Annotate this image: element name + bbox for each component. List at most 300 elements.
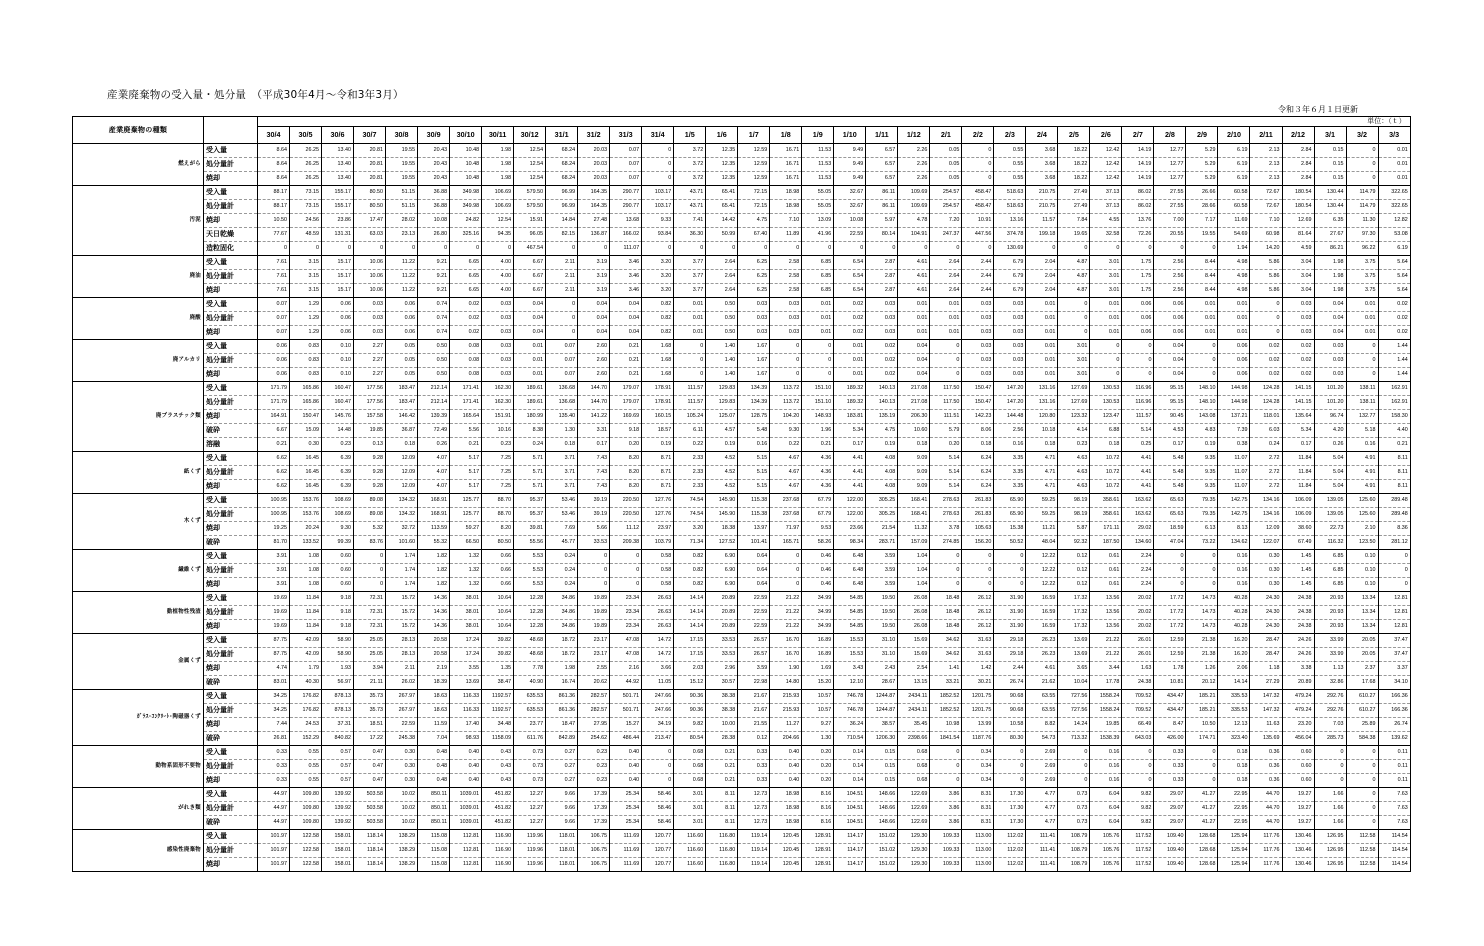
table-cell: 0.18 xyxy=(1090,438,1122,452)
table-cell: 8.20 xyxy=(610,452,642,466)
table-cell: 3.31 xyxy=(578,424,610,438)
table-cell: 116.32 xyxy=(1314,536,1346,550)
table-cell: 117.52 xyxy=(1122,830,1154,844)
table-cell: 2.11 xyxy=(386,662,418,676)
table-cell: 9.21 xyxy=(418,270,450,284)
table-cell: 108.69 xyxy=(322,494,354,508)
category-name: がれき類 xyxy=(73,788,204,830)
table-cell: 3.37 xyxy=(1378,662,1410,676)
table-cell: 0.01 xyxy=(1090,312,1122,326)
table-row xyxy=(73,424,1411,438)
table-cell: 5.15 xyxy=(738,466,770,480)
table-cell: 0.03 xyxy=(770,298,802,312)
table-cell: 254.57 xyxy=(930,200,962,214)
table-cell: 0.23 xyxy=(1058,438,1090,452)
table-cell: 23.86 xyxy=(322,214,354,228)
table-cell: 65.41 xyxy=(706,200,738,214)
table-row xyxy=(73,438,1411,452)
table-cell: 2.55 xyxy=(578,662,610,676)
table-cell: 0.03 xyxy=(866,312,898,326)
table-cell: 0.30 xyxy=(1250,578,1282,592)
table-cell: 0.20 xyxy=(802,760,834,774)
table-cell: 28.66 xyxy=(1186,200,1218,214)
table-cell: 26.25 xyxy=(290,144,322,158)
table-cell: 204.66 xyxy=(770,732,802,746)
table-cell: 6.79 xyxy=(994,270,1026,284)
table-cell: 142.75 xyxy=(1218,508,1250,522)
table-cell: 134.60 xyxy=(1122,536,1154,550)
table-cell: 20.03 xyxy=(578,158,610,172)
table-cell: 0.01 xyxy=(1090,326,1122,340)
table-cell: 101.41 xyxy=(738,536,770,550)
table-cell: 68.24 xyxy=(546,158,578,172)
table-cell: 7.10 xyxy=(1250,214,1282,228)
table-cell: 30.21 xyxy=(962,676,994,690)
table-cell: 122.58 xyxy=(290,858,322,872)
table-cell: 18.72 xyxy=(546,648,578,662)
table-cell: 12.82 xyxy=(1378,214,1410,228)
table-cell: 374.78 xyxy=(994,228,1026,242)
table-cell: 1.82 xyxy=(418,550,450,564)
table-cell: 12.59 xyxy=(738,172,770,186)
table-cell: 2.64 xyxy=(706,284,738,298)
table-cell: 5.34 xyxy=(1282,424,1314,438)
table-cell: 151.02 xyxy=(866,844,898,858)
month-header: 2/1 xyxy=(930,127,962,144)
table-cell: 1.35 xyxy=(482,662,514,676)
table-cell: 3.04 xyxy=(1282,256,1314,270)
table-cell: 150.47 xyxy=(290,410,322,424)
table-cell: 4.71 xyxy=(1026,452,1058,466)
table-cell: 24.53 xyxy=(290,718,322,732)
table-cell: 6.54 xyxy=(834,284,866,298)
page-title: 産業廃棄物の受入量・処分量 （平成30年4月～令和3年3月） xyxy=(107,89,404,101)
row-label: 受入量 xyxy=(204,550,258,564)
table-cell: 145.76 xyxy=(322,410,354,424)
table-cell: 66.49 xyxy=(1122,718,1154,732)
table-cell: 2.64 xyxy=(930,270,962,284)
table-cell: 24.26 xyxy=(1282,648,1314,662)
table-cell: 2.43 xyxy=(866,662,898,676)
table-cell: 1.94 xyxy=(1218,242,1250,256)
table-cell: 151.10 xyxy=(802,396,834,410)
table-cell: 10.48 xyxy=(450,144,482,158)
table-cell: 1.40 xyxy=(706,354,738,368)
table-cell: 1.75 xyxy=(1122,270,1154,284)
table-cell: 584.38 xyxy=(1346,732,1378,746)
table-cell: 41.27 xyxy=(1186,816,1218,830)
table-cell: 72.67 xyxy=(1250,186,1282,200)
table-cell: 3.01 xyxy=(1058,340,1090,354)
table-cell: 0 xyxy=(1058,746,1090,760)
row-label: 受入量 xyxy=(204,592,258,606)
table-cell: 13.68 xyxy=(610,214,642,228)
table-cell: 0 xyxy=(962,158,994,172)
table-cell: 0 xyxy=(738,242,770,256)
table-cell: 212.14 xyxy=(418,396,450,410)
table-cell: 13.69 xyxy=(1058,648,1090,662)
table-cell: 0.57 xyxy=(322,760,354,774)
table-cell: 17.15 xyxy=(674,634,706,648)
row-label: 焼却 xyxy=(204,578,258,592)
table-cell: 21.22 xyxy=(770,620,802,634)
table-cell: 38.01 xyxy=(450,592,482,606)
table-cell: 4.77 xyxy=(1026,788,1058,802)
table-cell: 16.70 xyxy=(770,648,802,662)
table-cell: 28.13 xyxy=(386,648,418,662)
table-row xyxy=(73,634,1411,648)
table-row xyxy=(73,144,1411,158)
table-cell: 18.48 xyxy=(930,606,962,620)
table-cell: 86.21 xyxy=(1314,242,1346,256)
table-cell: 138.29 xyxy=(386,844,418,858)
table-cell: 2.84 xyxy=(1282,158,1314,172)
table-cell: 0.02 xyxy=(1282,340,1314,354)
table-cell: 1201.75 xyxy=(962,704,994,718)
month-header: 1/7 xyxy=(738,127,770,144)
table-cell: 2.04 xyxy=(1026,256,1058,270)
table-cell: 0.40 xyxy=(450,760,482,774)
table-cell: 3.46 xyxy=(610,270,642,284)
table-cell: 12.81 xyxy=(1378,606,1410,620)
table-cell: 0 xyxy=(1186,242,1218,256)
table-cell: 72.31 xyxy=(354,606,386,620)
table-cell: 86.11 xyxy=(866,200,898,214)
month-header: 31/3 xyxy=(610,127,642,144)
table-cell: 58.90 xyxy=(322,648,354,662)
table-cell: 125.94 xyxy=(1218,858,1250,872)
table-cell: 109.33 xyxy=(930,858,962,872)
table-cell: 0.06 xyxy=(1154,326,1186,340)
table-cell: 518.63 xyxy=(994,186,1026,200)
table-cell: 861.36 xyxy=(546,704,578,718)
table-cell: 129.83 xyxy=(706,396,738,410)
table-cell: 3.72 xyxy=(674,158,706,172)
table-cell: 133.52 xyxy=(290,536,322,550)
table-cell: 8.11 xyxy=(1378,466,1410,480)
table-cell: 0.40 xyxy=(450,746,482,760)
table-cell: 0.64 xyxy=(738,578,770,592)
table-cell: 134.16 xyxy=(1250,494,1282,508)
table-cell: 0.14 xyxy=(834,774,866,788)
table-cell: 1.42 xyxy=(962,662,994,676)
table-cell: 4.63 xyxy=(1058,452,1090,466)
table-cell: 140.13 xyxy=(866,382,898,396)
table-cell: 14.14 xyxy=(1218,676,1250,690)
table-cell: 122.69 xyxy=(898,802,930,816)
table-cell: 116.60 xyxy=(674,830,706,844)
table-cell: 0.03 xyxy=(962,298,994,312)
table-cell: 123.50 xyxy=(1346,536,1378,550)
table-cell: 118.01 xyxy=(546,830,578,844)
row-label: 処分量計 xyxy=(204,270,258,284)
table-row xyxy=(73,298,1411,312)
table-cell: 0.16 xyxy=(1218,578,1250,592)
table-cell: 274.85 xyxy=(930,536,962,550)
row-label: 受入量 xyxy=(204,256,258,270)
table-cell: 0.06 xyxy=(386,326,418,340)
table-cell: 0.08 xyxy=(450,340,482,354)
table-cell: 0.04 xyxy=(1314,298,1346,312)
table-cell: 36.88 xyxy=(418,200,450,214)
table-cell: 148.10 xyxy=(1186,396,1218,410)
table-cell: 0.33 xyxy=(258,760,290,774)
table-cell: 90.36 xyxy=(674,704,706,718)
table-cell: 0 xyxy=(578,564,610,578)
table-cell: 26.25 xyxy=(290,158,322,172)
table-cell: 11.84 xyxy=(1282,480,1314,494)
table-cell: 7.20 xyxy=(930,214,962,228)
table-cell: 1.68 xyxy=(642,354,674,368)
table-cell: 17.68 xyxy=(1346,676,1378,690)
table-cell: 4.67 xyxy=(770,480,802,494)
table-cell: 0.03 xyxy=(1314,354,1346,368)
table-cell: 0.83 xyxy=(290,368,322,382)
table-cell: 128.91 xyxy=(802,858,834,872)
table-cell: 0.36 xyxy=(1250,774,1282,788)
table-cell: 0 xyxy=(834,242,866,256)
table-cell: 2.37 xyxy=(1346,662,1378,676)
table-cell: 0.06 xyxy=(258,354,290,368)
table-cell: 116.80 xyxy=(706,844,738,858)
table-cell: 15.17 xyxy=(322,256,354,270)
table-cell: 31.63 xyxy=(962,634,994,648)
table-cell: 14.42 xyxy=(706,214,738,228)
table-cell: 0.18 xyxy=(898,438,930,452)
table-cell: 18.72 xyxy=(546,634,578,648)
table-cell: 0.10 xyxy=(1346,578,1378,592)
table-cell: 1192.57 xyxy=(482,690,514,704)
table-cell: 27.49 xyxy=(1058,186,1090,200)
table-cell: 31.90 xyxy=(994,592,1026,606)
table-cell: 3.71 xyxy=(546,466,578,480)
table-cell: 0 xyxy=(1346,788,1378,802)
table-cell: 16.89 xyxy=(802,634,834,648)
table-cell: 125.94 xyxy=(1218,830,1250,844)
table-row xyxy=(73,718,1411,732)
table-cell: 153.76 xyxy=(290,494,322,508)
table-cell: 1244.87 xyxy=(866,704,898,718)
table-cell: 47.04 xyxy=(1154,536,1186,550)
table-cell: 12.35 xyxy=(706,144,738,158)
table-cell: 2.69 xyxy=(1026,746,1058,760)
table-cell: 6.25 xyxy=(738,256,770,270)
table-cell: 10.02 xyxy=(386,816,418,830)
table-cell: 0.25 xyxy=(1122,438,1154,452)
table-cell: 65.63 xyxy=(1154,494,1186,508)
table-cell: 177.56 xyxy=(354,382,386,396)
table-cell: 13.34 xyxy=(1346,620,1378,634)
table-cell: 83.76 xyxy=(354,536,386,550)
table-cell: 111.41 xyxy=(1026,830,1058,844)
table-cell: 151.02 xyxy=(866,858,898,872)
table-cell: 6.24 xyxy=(962,480,994,494)
table-cell: 104.51 xyxy=(834,802,866,816)
table-cell: 43.71 xyxy=(674,200,706,214)
table-cell: 878.13 xyxy=(322,690,354,704)
table-cell: 3.01 xyxy=(1090,284,1122,298)
table-cell: 164.91 xyxy=(258,410,290,424)
table-cell: 0.03 xyxy=(482,340,514,354)
table-cell: 81.70 xyxy=(258,536,290,550)
table-cell: 10.04 xyxy=(1058,676,1090,690)
table-cell: 36.88 xyxy=(418,186,450,200)
table-cell: 0.17 xyxy=(1282,438,1314,452)
table-cell: 141.15 xyxy=(1282,396,1314,410)
table-cell: 65.41 xyxy=(706,186,738,200)
table-cell: 10.72 xyxy=(1090,480,1122,494)
table-cell: 10.48 xyxy=(450,172,482,186)
table-cell: 7.03 xyxy=(1314,718,1346,732)
table-cell: 11.84 xyxy=(1282,452,1314,466)
table-cell: 0.01 xyxy=(1026,354,1058,368)
table-cell: 189.61 xyxy=(514,382,546,396)
table-cell: 22.73 xyxy=(1314,522,1346,536)
table-cell: 0.05 xyxy=(386,354,418,368)
table-cell: 0 xyxy=(898,242,930,256)
table-cell: 11.84 xyxy=(290,620,322,634)
row-label: 破砕 xyxy=(204,816,258,830)
row-label: 処分量計 xyxy=(204,606,258,620)
table-cell: 18.98 xyxy=(770,802,802,816)
table-cell: 14.20 xyxy=(1250,242,1282,256)
table-cell: 9.30 xyxy=(322,522,354,536)
table-cell: 59.25 xyxy=(1026,494,1058,508)
table-cell: 0.08 xyxy=(450,354,482,368)
table-cell: 0.15 xyxy=(1314,144,1346,158)
row-label: 焼却 xyxy=(204,858,258,872)
table-cell: 0.47 xyxy=(354,760,386,774)
row-label: 処分量計 xyxy=(204,200,258,214)
table-cell: 2.24 xyxy=(1122,564,1154,578)
table-cell: 103.17 xyxy=(642,186,674,200)
table-cell: 247.66 xyxy=(642,704,674,718)
table-cell: 0.58 xyxy=(642,550,674,564)
table-cell: 267.97 xyxy=(386,704,418,718)
table-cell: 1.69 xyxy=(802,662,834,676)
table-cell: 290.77 xyxy=(610,186,642,200)
table-cell: 850.11 xyxy=(418,788,450,802)
table-cell: 111.51 xyxy=(930,410,962,424)
table-cell: 0 xyxy=(354,242,386,256)
table-cell: 98.34 xyxy=(834,536,866,550)
table-cell: 26.08 xyxy=(898,620,930,634)
table-cell: 6.39 xyxy=(322,466,354,480)
table-cell: 20.81 xyxy=(354,172,386,186)
table-cell: 456.04 xyxy=(1282,732,1314,746)
table-cell: 4.91 xyxy=(1346,452,1378,466)
table-cell: 65.90 xyxy=(994,508,1026,522)
table-cell: 5.87 xyxy=(1058,522,1090,536)
table-cell: 13.15 xyxy=(898,676,930,690)
table-row xyxy=(73,648,1411,662)
table-cell: 6.57 xyxy=(866,158,898,172)
table-cell: 130.46 xyxy=(1282,844,1314,858)
table-cell: 3.15 xyxy=(290,270,322,284)
table-cell: 9.82 xyxy=(674,718,706,732)
table-cell: 0.01 xyxy=(1026,326,1058,340)
table-cell: 7.69 xyxy=(546,522,578,536)
month-header: 2/5 xyxy=(1058,127,1090,144)
row-label: 処分量計 xyxy=(204,844,258,858)
table-cell: 72.15 xyxy=(738,200,770,214)
table-cell: 1.75 xyxy=(1122,256,1154,270)
table-cell: 10.06 xyxy=(354,270,386,284)
table-cell: 6.54 xyxy=(834,270,866,284)
table-cell: 106.75 xyxy=(578,858,610,872)
table-cell: 6.24 xyxy=(962,466,994,480)
table-cell: 290.77 xyxy=(610,200,642,214)
table-cell: 0.34 xyxy=(962,760,994,774)
table-cell: 0.55 xyxy=(290,774,322,788)
table-cell: 1244.87 xyxy=(866,690,898,704)
table-cell: 0.18 xyxy=(1026,438,1058,452)
table-cell: 0.01 xyxy=(1378,172,1410,186)
table-cell: 12.81 xyxy=(1378,592,1410,606)
month-header: 30/9 xyxy=(418,127,450,144)
table-cell: 111.07 xyxy=(610,242,642,256)
table-cell: 53.46 xyxy=(546,494,578,508)
table-cell: 0.06 xyxy=(1218,340,1250,354)
table-cell: 289.48 xyxy=(1378,508,1410,522)
table-cell: 139.92 xyxy=(322,816,354,830)
table-cell: 10.02 xyxy=(386,788,418,802)
table-cell: 6.85 xyxy=(802,284,834,298)
table-cell: 12.27 xyxy=(514,788,546,802)
table-cell: 0.10 xyxy=(322,354,354,368)
table-cell: 0.08 xyxy=(450,368,482,382)
table-cell: 3.77 xyxy=(674,270,706,284)
table-cell: 10.72 xyxy=(1090,466,1122,480)
table-cell: 4.61 xyxy=(1026,662,1058,676)
table-cell: 39.82 xyxy=(482,648,514,662)
table-cell: 458.47 xyxy=(962,186,994,200)
month-header: 2/7 xyxy=(1122,127,1154,144)
table-cell: 9.66 xyxy=(546,788,578,802)
table-cell: 4.78 xyxy=(898,214,930,228)
table-cell: 8.82 xyxy=(1026,718,1058,732)
table-cell: 10.06 xyxy=(354,284,386,298)
table-cell: 5.48 xyxy=(738,424,770,438)
table-cell: 31.10 xyxy=(866,648,898,662)
table-cell: 59.25 xyxy=(1026,508,1058,522)
table-cell: 0.40 xyxy=(770,746,802,760)
table-cell: 4.00 xyxy=(482,270,514,284)
table-cell: 16.71 xyxy=(770,158,802,172)
table-cell: 0.47 xyxy=(354,746,386,760)
table-cell: 54.69 xyxy=(1218,228,1250,242)
table-cell: 13.69 xyxy=(1058,634,1090,648)
table-cell: 0 xyxy=(866,242,898,256)
row-label: 焼却 xyxy=(204,718,258,732)
table-cell: 0.03 xyxy=(1282,326,1314,340)
table-cell: 164.35 xyxy=(578,200,610,214)
table-cell: 0.17 xyxy=(1154,438,1186,452)
table-cell: 12.27 xyxy=(514,816,546,830)
table-cell: 47.08 xyxy=(610,648,642,662)
table-cell: 0 xyxy=(1250,298,1282,312)
table-cell: 0.01 xyxy=(898,298,930,312)
table-cell: 0 xyxy=(1314,760,1346,774)
table-row xyxy=(73,480,1411,494)
table-cell: 101.97 xyxy=(258,830,290,844)
table-cell: 1.93 xyxy=(322,662,354,676)
table-cell: 23.20 xyxy=(1282,718,1314,732)
table-cell: 0 xyxy=(1346,172,1378,186)
table-cell: 7.25 xyxy=(482,480,514,494)
table-cell: 323.40 xyxy=(1218,732,1250,746)
table-cell: 0.14 xyxy=(834,760,866,774)
